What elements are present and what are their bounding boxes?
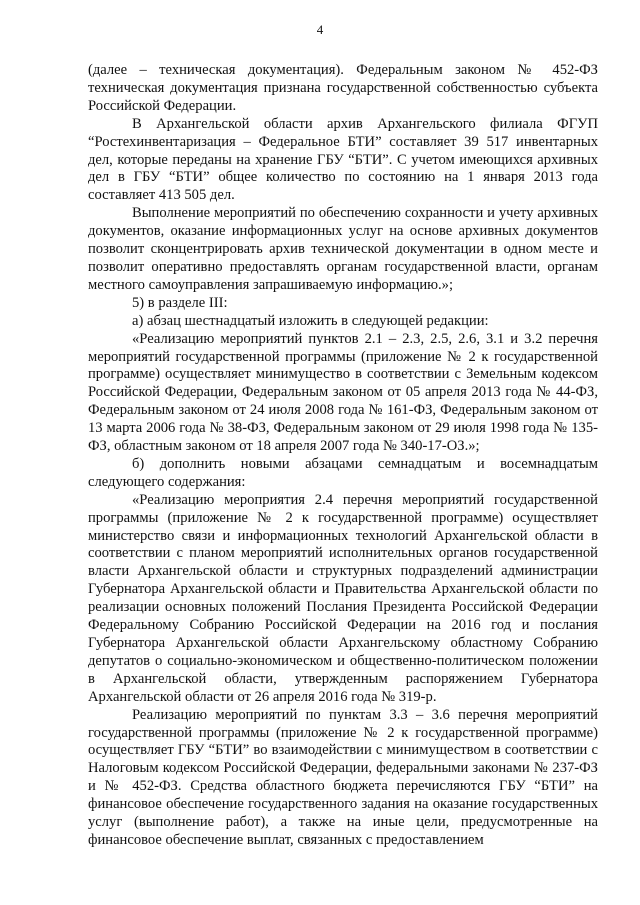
document-body	[88, 62, 598, 850]
paragraph: (далее – техническая документация). Федеральным законом № 452-ФЗ техническая документация признана государственной собственностью субъекта Российской Федерации.	[88, 62, 598, 114]
paragraph: б) дополнить новыми абзацами семнадцатым и восемнадцатым следующего содержания:	[88, 455, 598, 490]
paragraph: «Реализацию мероприятия 2.4 перечня мероприятий государственной программы (приложение № 2 к государственной программе) осуществляет министерство связи и информационных технологий Архангельской области в соответствии с планом мероприятий исполнительных органов государственной власти Архангельской области и структурных подразделений администрации Губернатора Архангельской области и Правительства Архангельской области по реализации основных положений Послания Президента Российской Федерации Федеральному Собранию Российской Федерации на 2016 год и послания Губернатора Архангельской области Архангельскому областному Собранию депутатов о социально-экономическом и общественно-политическом положении в Архангельской области, утвержденным распоряжением Губернатора Архангельской области от 26 апреля 2016 года № 319-р.	[88, 491, 598, 705]
paragraph: 5) в разделе III:	[132, 294, 228, 311]
paragraph: В Архангельской области архив Архангельского филиала ФГУП “Ростехинвентаризация – Федеральное БТИ” составляет 39 517 инвентарных дел, которые переданы на хранение ГБУ “БТИ”. С учетом имеющихся архивных дел в ГБУ “БТИ” общее количество по состоянию на 1 января 2013 года составляет 413 505 дел.	[88, 115, 598, 204]
paragraph: Выполнение мероприятий по обеспечению сохранности и учету архивных документов, оказание информационных услуг на основе архивных документов позволит сконцентрировать архив технической документации в одном месте и позволит оперативно предоставлять органам государственной власти, органам местного самоуправления запрашиваемую информацию.»;	[88, 205, 598, 293]
paragraph: «Реализацию мероприятий пунктов 2.1 – 2.3, 2.5, 2.6, 3.1 и 3.2 перечня мероприятий государственной программы (приложение № 2 к государственной программе) осуществляет минимущество в соответствии с Земельным кодексом Российской Федерации, Федеральным законом от 05 апреля 2013 года № 44-ФЗ, Федеральным законом от 24 июля 2008 года № 161-ФЗ, Федеральным законом от 13 марта 2006 года № 38-ФЗ, Федеральным законом от 29 июля 1998 года № 135-ФЗ, областным законом от 18 апреля 2007 года № 340-17-ОЗ.»;	[88, 330, 598, 455]
paragraph: а) абзац шестнадцатый изложить в следующей редакции:	[132, 312, 489, 329]
paragraph: Реализацию мероприятий по пунктам 3.3 – 3.6 перечня мероприятий государственной программы (приложение № 2 к государственной программе) осуществляет ГБУ “БТИ” во взаимодействии с минимуществом в соответствии с Налоговым кодексом Российской Федерации, федеральными законами № 237-ФЗ и № 452-ФЗ. Средства областного бюджета перечисляются ГБУ “БТИ” на финансовое обеспечение государственного задания на оказание государственных услуг (выполнение работ), а также на иные цели, предусмотренные на финансовое обеспечение выплат, связанных с предоставлением	[88, 706, 598, 848]
page-number: 4	[316, 22, 324, 37]
